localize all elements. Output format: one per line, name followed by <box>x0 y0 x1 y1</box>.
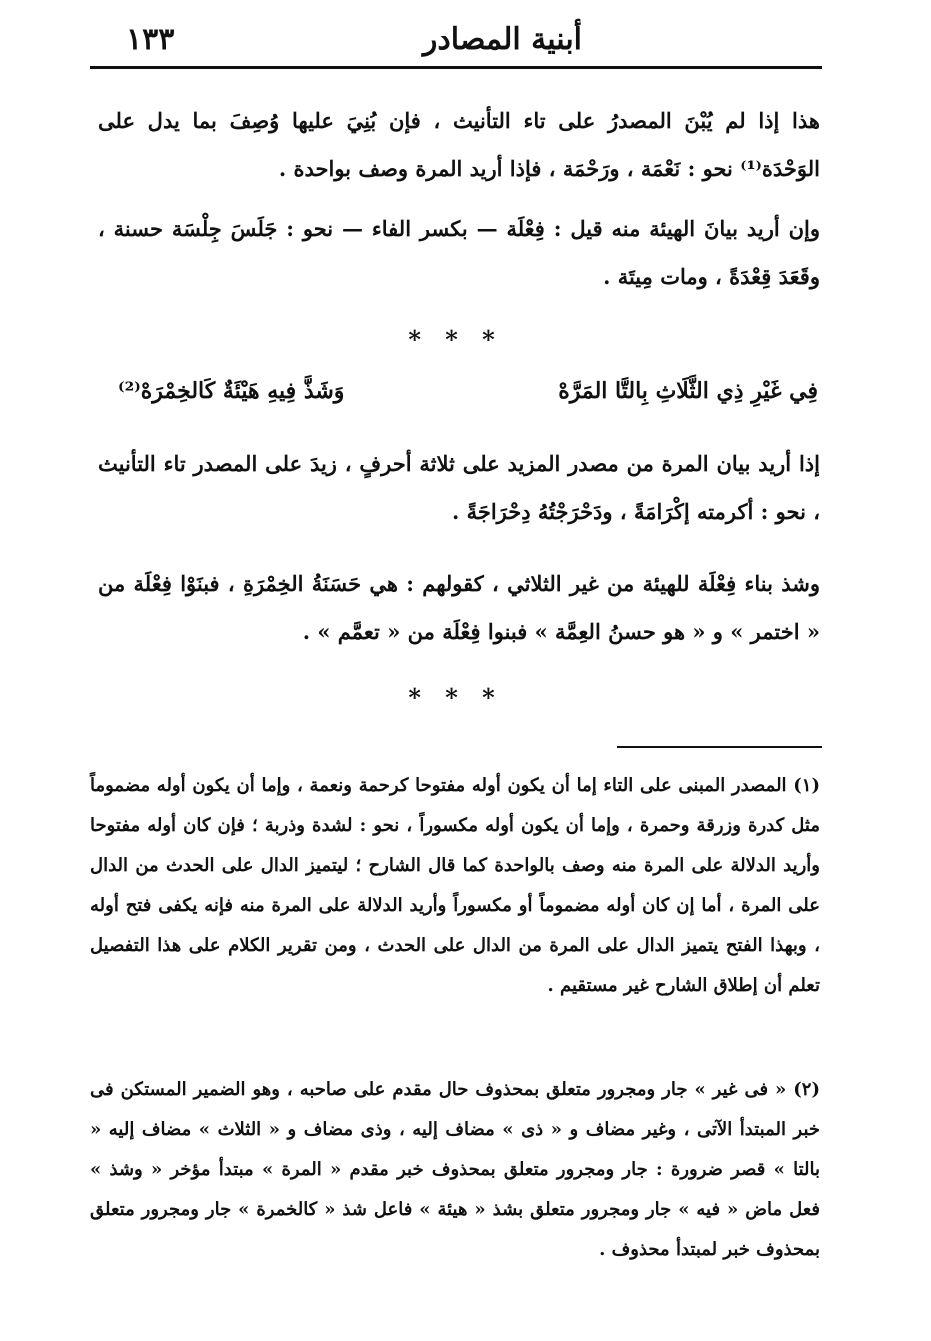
page-number: ١٣٣ <box>126 22 175 57</box>
verse-second-hemistich: وَشَذَّ فِيهِ هَيْئَةٌ كَالخِمْرَهْ⁽²⁾ <box>118 378 345 404</box>
verse-line <box>118 378 818 424</box>
paragraph-4: وشذ بناء فِعْلَة للهيئة من غير الثلاثي ، كقولهم : هي حَسَنَةُ الخِمْرَةِ ، فبنَوْا فِعْلَة من « اختمر » و « هو حسنُ العِمَّة » فبنوا فِعْلَة من « تعمَّم » . <box>98 571 820 644</box>
verse-first-hemistich: فِي غَيْرِ ذِي الثَّلَاثِ بِالتَّا المَرَّهْ <box>558 378 818 404</box>
footnote-rule <box>617 746 822 748</box>
section-separator-2: * * * <box>408 683 503 712</box>
section-separator-1: * * * <box>408 325 503 354</box>
running-title: أبنية المصادر <box>422 22 582 57</box>
footnote-1: (١) المصدر المبنى على التاء إما أن يكون أوله مفتوحا كرحمة ونعمة ، وإما أن يكون أوله مضموماً مثل كدرة وزرقة وحمرة ، وإما أن يكون أوله مكسوراً ، نحو : لشدة وذربة ؛ فإن كان أوله مفتوحا وأريد الدلالة على المرة منه وصف بالواحدة كما قال الشارح ؛ ليتميز الدال على الحدث من الدال على المرة ، أما إن كان أوله مضموماً أو مكسوراً وأريد الدلالة على المرة منه فإنه يكفى فتح أوله ، وبهذا الفتح يتميز الدال على المرة من الدال على الحدث ، ومن تقرير الكلام على هذا التفصيل تعلم أن إطلاق الشارح غير مستقيم . <box>90 775 820 996</box>
header-rule <box>90 66 822 69</box>
page-header <box>90 18 822 66</box>
paragraph-2: وإن أريد بيانَ الهيئة منه قيل : فِعْلَة — بكسر الفاء — نحو : جَلَسَ جِلْسَة حسنة ، وقَعَدَ قِعْدَةً ، ومات مِيتَة . <box>98 216 820 289</box>
footnote-2: (٢) « فى غير » جار ومجرور متعلق بمحذوف حال مقدم على صاحبه ، وهو الضمير المستكن فى خبر المبتدأ الآتى ، وغير مضاف و « ذى » مضاف إليه ، وذى مضاف و « الثلاث » مضاف إليه « بالتا » قصر ضرورة : جار ومجرور متعلق بمحذوف خبر مقدم « المرة » مبتدأ مؤخر « وشذ » فعل ماض « فيه » جار ومجرور متعلق بشذ « هيئة » فاعل شذ « كالخمرة » جار ومجرور متعلق بمحذوف خبر لمبتدأ محذوف . <box>90 1079 820 1260</box>
paragraph-1: هذا إذا لم يُبْنَ المصدرُ على تاء التأنيث ، فإن بُنِيَ عليها وُصِفَ بما يدل على الوَحْدَة⁽¹⁾ نحو : نَعْمَة ، ورَحْمَة ، فإذا أريد المرة وصف بواحدة . <box>98 108 820 181</box>
paragraph-3: إذا أريد بيان المرة من مصدر المزيد على ثلاثة أحرفٍ ، زيدَ على المصدر تاء التأنيث ، نحو : أكرمته إكْرَامَةً ، ودَحْرَجْتُهُ دِحْرَاجَةً . <box>98 451 820 524</box>
